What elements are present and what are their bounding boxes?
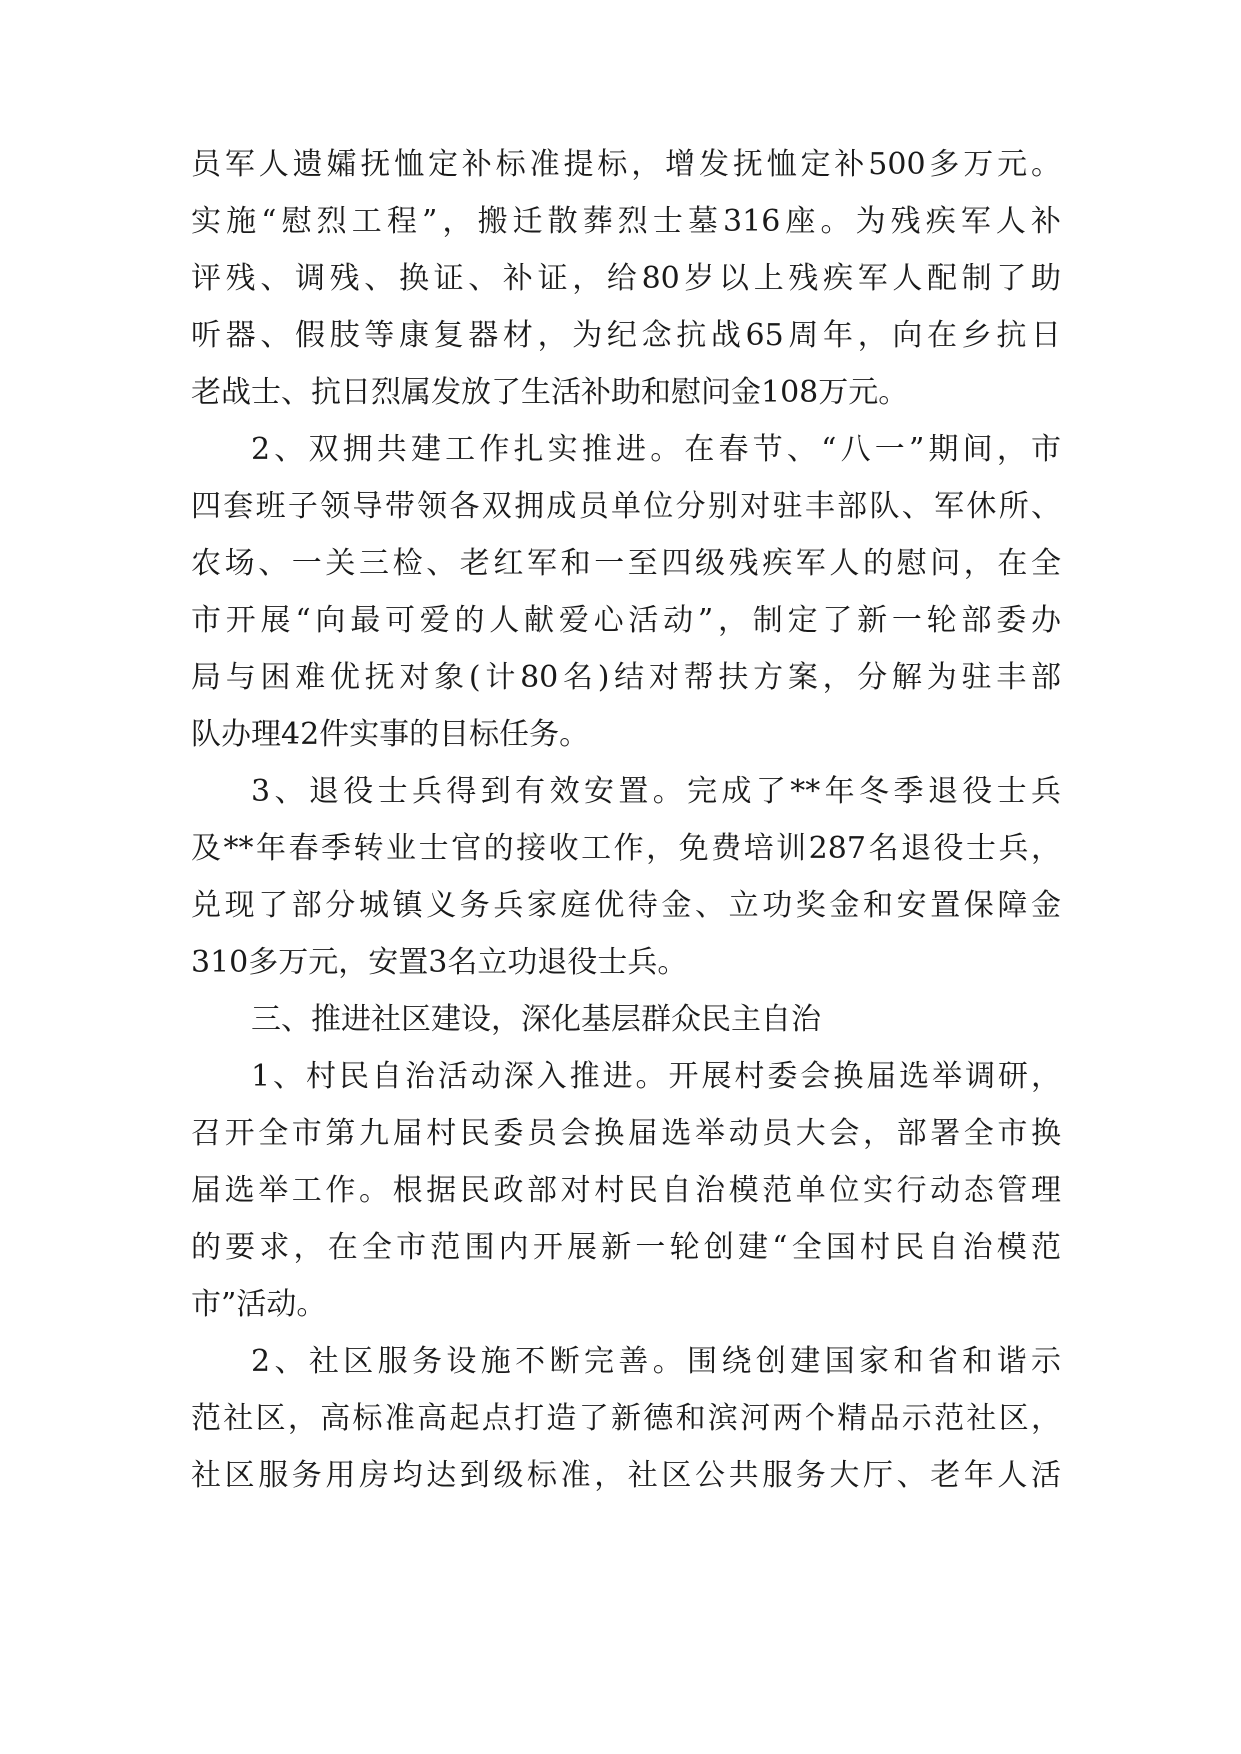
text-line-9: 市开展“向最可爱的人献爱心活动”，制定了新一轮部委办 — [191, 603, 1061, 638]
text-line-20: 的要求，在全市范围内开展新一轮创建“全国村民自治模范 — [191, 1230, 1061, 1265]
text-line-3: 评残、调残、换证、补证，给80岁以上残疾军人配制了助 — [191, 261, 1061, 296]
text-line-1: 员军人遗孀抚恤定补标准提标，增发抚恤定补500多万元。 — [191, 147, 1061, 182]
text-line-5: 老战士、抗日烈属发放了生活补助和慰问金108万元。 — [191, 375, 909, 410]
text-line-4: 听器、假肢等康复器材，为纪念抗战65周年，向在乡抗日 — [191, 318, 1061, 353]
text-line-18: 召开全市第九届村民委员会换届选举动员大会，部署全市换 — [191, 1116, 1061, 1151]
document-body — [191, 146, 1061, 1514]
text-line-12: 3、退役士兵得到有效安置。完成了**年冬季退役士兵 — [251, 774, 1061, 809]
text-line-6: 2、双拥共建工作扎实推进。在春节、“八一”期间，市 — [251, 432, 1061, 467]
text-line-7: 四套班子领导带领各双拥成员单位分别对驻丰部队、军休所、 — [191, 489, 1061, 524]
text-line-14: 兑现了部分城镇义务兵家庭优待金、立功奖金和安置保障金 — [191, 888, 1061, 923]
text-line-10: 局与困难优抚对象(计80名)结对帮扶方案，分解为驻丰部 — [191, 660, 1061, 695]
text-line-23: 范社区，高标准高起点打造了新德和滨河两个精品示范社区， — [191, 1401, 1061, 1436]
section-heading: 三、推进社区建设，深化基层群众民主自治 — [251, 1002, 821, 1037]
text-line-19: 届选举工作。根据民政部对村民自治模范单位实行动态管理 — [191, 1173, 1061, 1208]
text-line-22: 2、社区服务设施不断完善。围绕创建国家和省和谐示 — [251, 1344, 1061, 1379]
text-line-8: 农场、一关三检、老红军和一至四级残疾军人的慰问，在全 — [191, 546, 1061, 581]
text-line-11: 队办理42件实事的目标任务。 — [191, 717, 590, 752]
text-line-24: 社区服务用房均达到级标准，社区公共服务大厅、老年人活 — [191, 1458, 1061, 1493]
text-line-15: 310多万元，安置3名立功退役士兵。 — [191, 945, 688, 980]
text-line-13: 及**年春季转业士官的接收工作，免费培训287名退役士兵， — [191, 831, 1061, 866]
text-line-17: 1、村民自治活动深入推进。开展村委会换届选举调研， — [251, 1059, 1061, 1094]
text-line-21: 市”活动。 — [191, 1287, 327, 1322]
text-line-2: 实施“慰烈工程”，搬迁散葬烈士墓316座。为残疾军人补 — [191, 204, 1061, 239]
